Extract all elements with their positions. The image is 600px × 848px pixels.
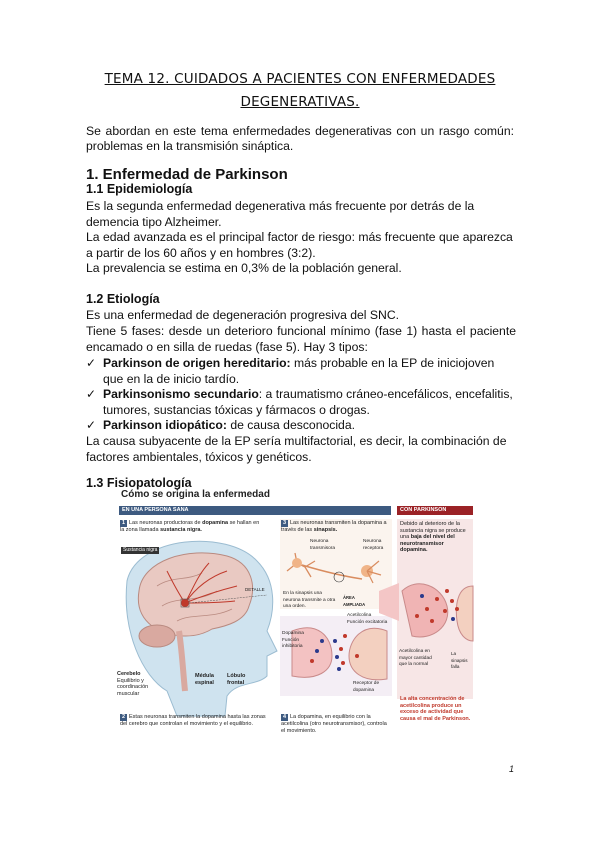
parkinson-text-2: La alta concentración de acetilcolina produce un exceso de actividad que causa el mal de Parkinson. xyxy=(400,696,471,722)
label-lobulo: Lóbulo frontal xyxy=(227,673,246,686)
bullet-text: : a traumatismo cráneo-encefálicos, encefalitis, tumores, sustancias tóxicas y fármacos o drogas. xyxy=(103,387,513,417)
label-medula: Médula espinal xyxy=(195,673,214,686)
step-3-text: 3 Las neuronas transmiten la dopamina a través de las sinapsis. xyxy=(281,520,387,533)
subheading-fisiopatologia: 1.3 Fisiopatología xyxy=(86,476,192,490)
figure-title: Cómo se origina la enfermedad xyxy=(121,489,270,500)
etio-paragraph-1: Es una enfermedad de degeneración progresiva del SNC. xyxy=(86,308,400,322)
step-2-text: 2 Estas neuronas transmiten la dopamina hasta las zonas del cerebro que controlan el movimiento y el equilibrio. xyxy=(120,714,266,727)
bullet-bold: Parkinson de origen hereditario: xyxy=(103,356,291,370)
checkmark-icon: ✓ xyxy=(86,418,97,432)
list-item xyxy=(86,356,516,387)
page-number: 1 xyxy=(509,764,515,774)
parkinson-infographic xyxy=(117,491,475,746)
bullet-bold: Parkinson idiopático: xyxy=(103,418,227,432)
label-area-ampliada: ÁREA AMPLIADA xyxy=(343,595,366,607)
bullet-text: más probable en la EP de iniciojoven que en la de inicio tardío. xyxy=(103,356,495,386)
step-3-number: 3 xyxy=(282,520,287,526)
list-item xyxy=(86,387,516,418)
page-title-line2: DEGENERATIVAS. xyxy=(240,94,360,110)
step-2-number: 2 xyxy=(121,714,126,720)
label-cerebelo: Cerebelo Equilibrio y coordinación muscular xyxy=(117,671,149,697)
label-detalle: DETALLE xyxy=(245,587,265,592)
label-acetilcolina-mayor: Acetilcolina en mayor cantidad que la normal xyxy=(399,649,432,667)
label-sinapsis-falla: La sinapsis falla xyxy=(451,651,468,669)
etio-paragraph-2: Tiene 5 fases: desde un deterioro funcional mínimo (fase 1) hasta el paciente encamado o en silla de ruedas (fase 5). Hay 3 tipos: xyxy=(86,324,516,354)
bullet-bold: Parkinsonismo secundario xyxy=(103,387,259,401)
step-4-text: 4 La dopamina, en equilibrio con la acetilcolina (otro neurotransmisor), controla el movimiento. xyxy=(281,714,387,734)
step-1-number: 1 xyxy=(121,520,126,526)
list-item xyxy=(86,418,516,434)
parkinson-text-1: Debido al deterioro de la sustancia nigra se produce una baja del nivel del neurotransmisor dopamina. xyxy=(400,521,466,553)
subheading-epidemiologia: 1.1 Epidemiología xyxy=(86,182,193,196)
label-receptor: Receptor de dopamina xyxy=(353,681,380,693)
cerebellum-shape xyxy=(139,625,175,647)
label-sinapsis: En la sinapsis una neurona transmite a otra una orden. xyxy=(283,591,336,609)
label-neurona-receptora: Neurona receptora xyxy=(363,539,384,551)
bullet-text: de causa desconocida. xyxy=(226,418,355,432)
label-sustancia-nigra: Sustancia nigra xyxy=(123,547,158,553)
bar-persona-sana: EN UNA PERSONA SANA xyxy=(119,506,391,515)
intro-paragraph: Se abordan en este tema enfermedades degenerativas con un rasgo común: problemas en la transmisión sináptica. xyxy=(86,124,514,153)
epi-paragraph-2: La edad avanzada es el principal factor de riesgo: más frecuente que aparezca a partir de los 60 años y en hombres (3:2). xyxy=(86,230,513,260)
label-neurona-transmisora: Neurona transmisora xyxy=(310,539,336,551)
epi-paragraph-3: La prevalencia se estima en 0,3% de la población general. xyxy=(86,261,402,275)
checkmark-icon: ✓ xyxy=(86,387,97,401)
page-title-line1: TEMA 12. CUIDADOS A PACIENTES CON ENFERMEDADES xyxy=(104,71,496,87)
subheading-etiologia: 1.2 Etiología xyxy=(86,292,160,306)
step-1-text: 1 Las neuronas productoras de dopamina se hallan en la zona llamada sustancia nigra. xyxy=(120,520,260,533)
label-acetilcolina: Acetilcolina Función excitatoria xyxy=(347,613,388,625)
section-heading-parkinson: 1. Enfermedad de Parkinson xyxy=(86,166,288,183)
checkmark-icon: ✓ xyxy=(86,356,97,370)
epi-paragraph-1: Es la segunda enfermedad degenerativa más frecuente por detrás de la demencia tipo Alzheimer. xyxy=(86,199,475,229)
bar-con-parkinson: CON PARKINSON xyxy=(397,506,473,515)
label-dopamina: Dopamina Función inhibitoria xyxy=(282,631,304,649)
etio-paragraph-3: La causa subyacente de la EP sería multifactorial, es decir, la combinación de factores ambientales, tóxicos y genéticos. xyxy=(86,434,507,464)
step-4-number: 4 xyxy=(282,714,287,720)
